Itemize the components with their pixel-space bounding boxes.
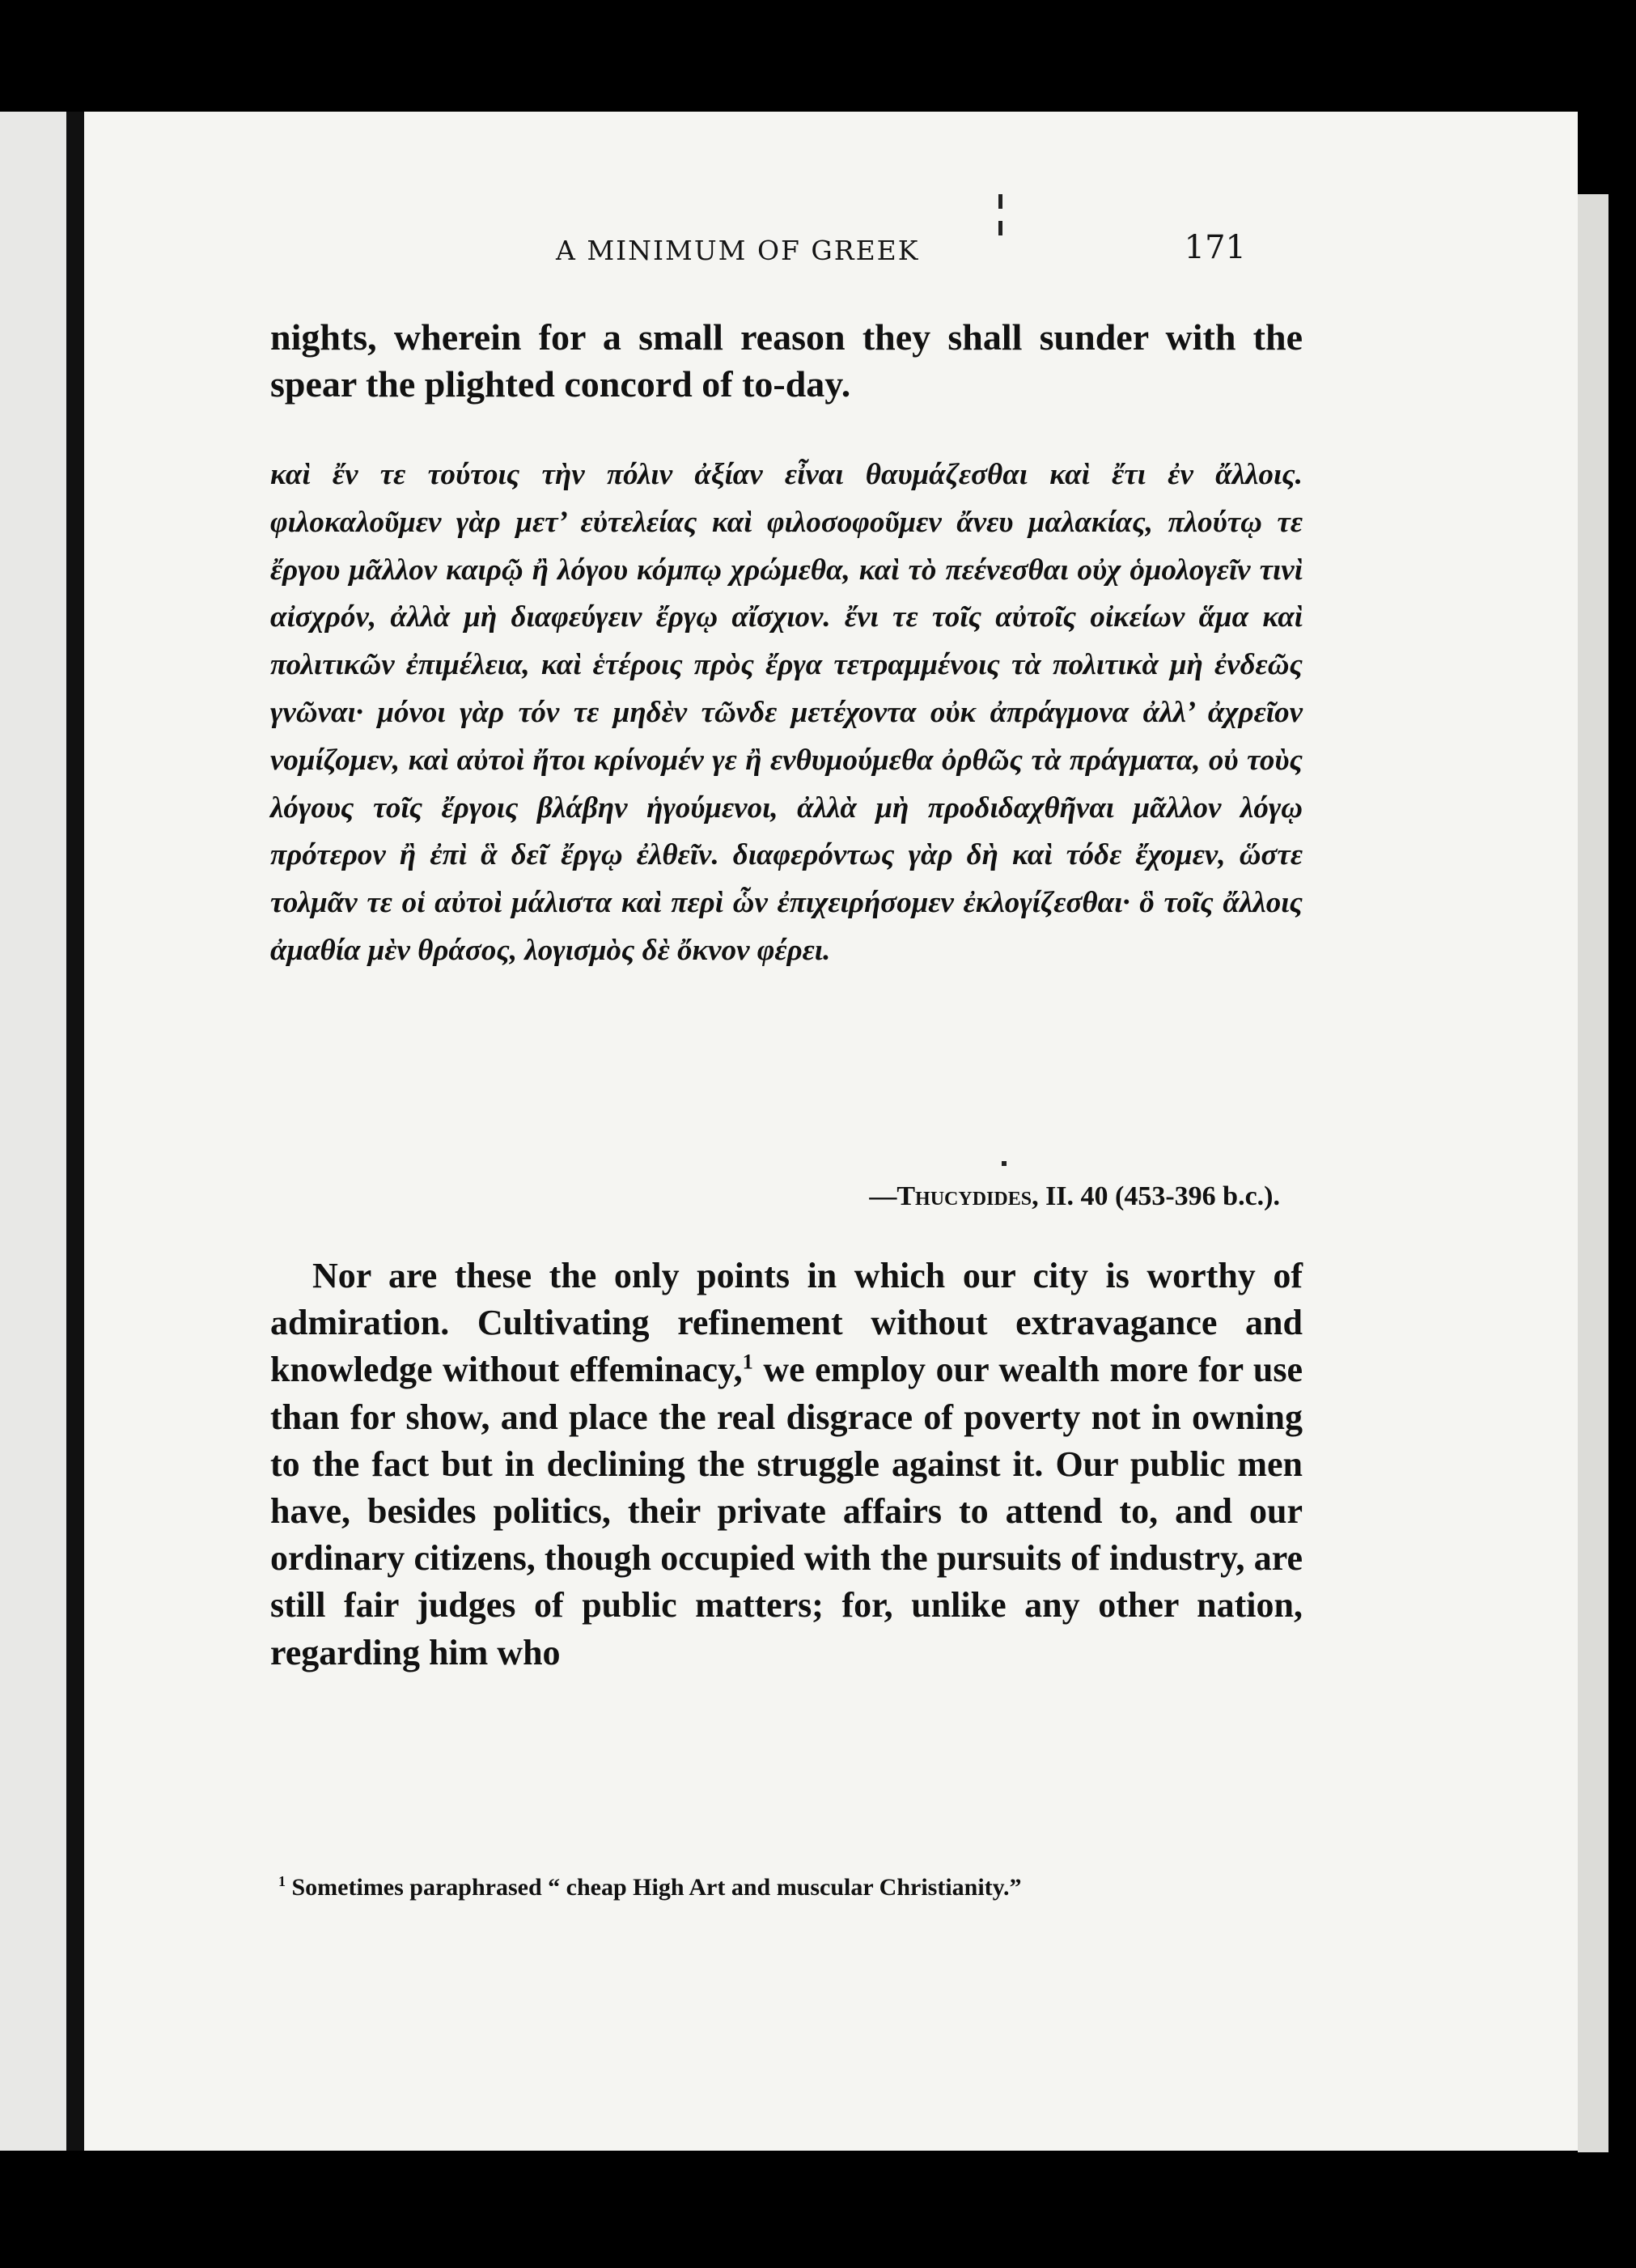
footnote-text: Sometimes paraphrased “ cheap High Art and muscular Christianity.” bbox=[286, 1874, 1022, 1901]
page-spine-shadow bbox=[66, 112, 84, 2151]
right-page-edge bbox=[1578, 194, 1608, 2152]
citation bbox=[633, 1181, 1280, 1223]
footnote-reference: 1 bbox=[742, 1349, 753, 1374]
translation-paragraph bbox=[270, 1253, 1303, 1677]
citation-author: Thucydides bbox=[896, 1181, 1032, 1211]
speck-mark bbox=[1002, 1161, 1007, 1166]
speck-mark bbox=[998, 194, 1002, 209]
greek-passage: καὶ ἔν τε τούτοις τὴν πόλιν ἀξίαν εἶναι θαυμάζεσθαι καὶ ἔτι ἐν ἄλλοις. φιλοκαλοῦμεν γὰρ μετ’ εὐτελείας καὶ φιλοσοφοῦμεν ἄνευ μαλακίας, πλούτῳ τε ἔργου μᾶλλον καιρῷ ἢ λόγου κόμπῳ χρώμεθα, καὶ τὸ πεένεσθαι οὐχ ὁμολογεῖν τινὶ αἰσχρόν, ἀλλὰ μὴ διαφεύγειν ἔργῳ αἴσχιον. ἔνι τε τοῖς αὐτοῖς οἰκείων ἅμα καὶ πολιτικῶν ἐπιμέλεια, καὶ ἑτέροις πρὸς ἔργα τετραμμένοις τὰ πολιτικὰ μὴ ἐνδεῶς γνῶναι· μόνοι γὰρ τόν τε μηδὲν τῶνδε μετέχοντα οὐκ ἀπράγμονα ἀλλ’ ἀχρεῖον νομίζομεν, καὶ αὐτοὶ ἤτοι κρίνομέν γε ἢ ενθυμούμεθα ὀρθῶς τὰ πράγματα, οὐ τοὺς λόγους τοῖς ἔργοις βλάβην ἡγούμενοι, ἀλλὰ μὴ προδιδαχθῆναι μᾶλλον λόγῳ πρότερον ἢ ἐπὶ ἃ δεῖ ἔργῳ ἐλθεῖν. διαφερόντως γὰρ δὴ καὶ τόδε ἔχομεν, ὥστε τολμᾶν τε οἱ αὐτοὶ μάλιστα καὶ περὶ ὧν ἐπιχειρήσομεν ἐκλογίζεσθαι· ὃ τοῖς ἄλλοις ἀμαθία μὲν θράσος, λογισμὸς δὲ ὄκνον φέρει. bbox=[270, 458, 1303, 967]
opening-paragraph: nights, wherein for a small reason they shall sunder with the spear the plighted concord of to-day. bbox=[270, 316, 1303, 405]
footnote-marker: 1 bbox=[278, 1873, 286, 1889]
page-number: 171 bbox=[1184, 229, 1246, 266]
translation-part-2: we employ our wealth more for use than for show, and place the real disgrace of poverty not in owning to the fact but in declining the struggle against it. Our public men have, besides politics, their private affairs to attend to, and our ordinary citizens, though occupied with the pursuits of industry, are still fair judges of public matters; for, unlike any other nation, regarding him who bbox=[270, 1350, 1303, 1672]
running-head: A MINIMUM OF GREEK bbox=[556, 235, 920, 266]
footnote bbox=[278, 1874, 1330, 1910]
translation-part-1: Nor are these the only points in which our city is worthy of admiration. Cultivating refinement without extravagance and knowledge without effeminacy, bbox=[270, 1256, 1303, 1390]
speck-mark bbox=[998, 221, 1002, 235]
citation-reference: , II. 40 (453-396 b.c.). bbox=[1032, 1181, 1280, 1211]
citation-dash: — bbox=[869, 1181, 897, 1211]
left-page-edge bbox=[0, 112, 66, 2151]
book-page bbox=[66, 112, 1578, 2151]
